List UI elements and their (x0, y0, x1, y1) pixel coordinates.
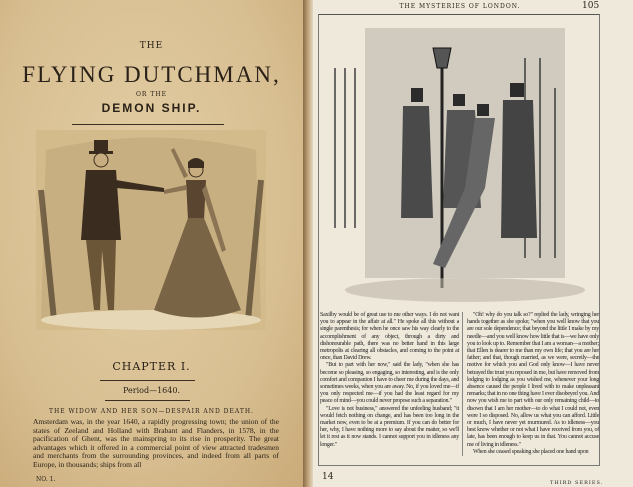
paragraph: "But to part with her now," said the lady, "when she has become so pleasing, so engaging, so interesting, and is the only comfort and companion I have to cheer me during the days, and sometimes weeks, when you are away. No, if you loved me—if you only respected me—if you had the least regard for my peace of mind—you could never propose such a separation." (320, 362, 459, 405)
text-column-left (320, 312, 459, 449)
footer-series: THIRD SERIES. (550, 480, 604, 486)
paragraph: When she ceased speaking she placed one hand upon (473, 448, 589, 455)
paragraph: Saxilby would be of great use to me other ways. I do not want you to appear in the affair at all." He spoke all this without a single parenthesis; for when he once saw his way clearly to the accomplishment of any object, through a dirty and dishonourable path, there was no better hand in this large metropolis at clearing all obstacles, and coming to the point at once, than David Drew. (320, 312, 459, 362)
running-head: THE MYSTERIES OF LONDON. (399, 3, 521, 10)
book-title: FLYING DUTCHMAN, (22, 62, 281, 87)
text-column-right (462, 312, 599, 456)
body-text: Amsterdam was, in the year 1640, a rapidly progressing town; the union of the states of Zeeland and Holland with Brabant and Flanders, in 1578, in the pacification of Ghent, was the mainspring to its rise in prosperity. The great advantages which it offered in a commercial point of view attracted tradesmen and merchants from the surrounding provinces, and indeed from all parts of Europe, in thousands; ships from all (33, 417, 279, 469)
book-subtitle: DEMON SHIP. (101, 101, 202, 115)
illustration-couple (36, 130, 266, 330)
title-or: OR THE (136, 91, 167, 98)
period-line: Period—1640. (123, 386, 180, 395)
chapter-heading: CHAPTER I. (112, 360, 191, 373)
paragraph: "Love is not business," answered the unfeeling husband; "it would fetch nothing on change, and has been too long in the market now, even to be at a premium. If you can do better for her, why, I have nothing more to say about the matter, so we'll let it rest as it now stands. I cannot support you in idleness any longer." (320, 405, 459, 448)
illustration-street-scene (325, 28, 595, 308)
divider (105, 400, 190, 401)
left-page (0, 0, 310, 487)
title-pre: THE (139, 41, 164, 51)
footer-page-number: 14 (322, 472, 334, 482)
signature-mark: NO. 1. (36, 476, 56, 483)
divider (72, 124, 224, 125)
divider (100, 380, 195, 381)
page-number: 105 (582, 1, 600, 11)
section-heading: THE WIDOW AND HER SON—DESPAIR AND DEATH. (48, 408, 255, 415)
paragraph: "Oh! why do you talk so?" replied the lady, wringing her hands together as she spoke; "when you well know that you are our sole dependence; that beyond the little I make by my needle—and you well know how little that is—we have only you to look up to. Remember that I am a woman—a mother; that Ellen is dearer to me than my own life; that you are her father; and that, though married, as we were, secretly—the motive for which you and God only know—I have never betrayed the trust you reposed in me, but have removed from lodging to lodging as you wished me, whenever your long absence caused the people I lived with to make unpleasant remarks; that in no one thing have I ever disobeyed you. And now you wish me to part with our only remaining child—to disown that I am her mother—to do what I could not, even were I so disposed. No, allow us what you can afford. Little or much, I have never yet murmured. As to idleness—you best know whether or not what I have received from you, of late, has been enough to keep us in that. You cannot accuse me of living in idleness." (467, 312, 599, 448)
